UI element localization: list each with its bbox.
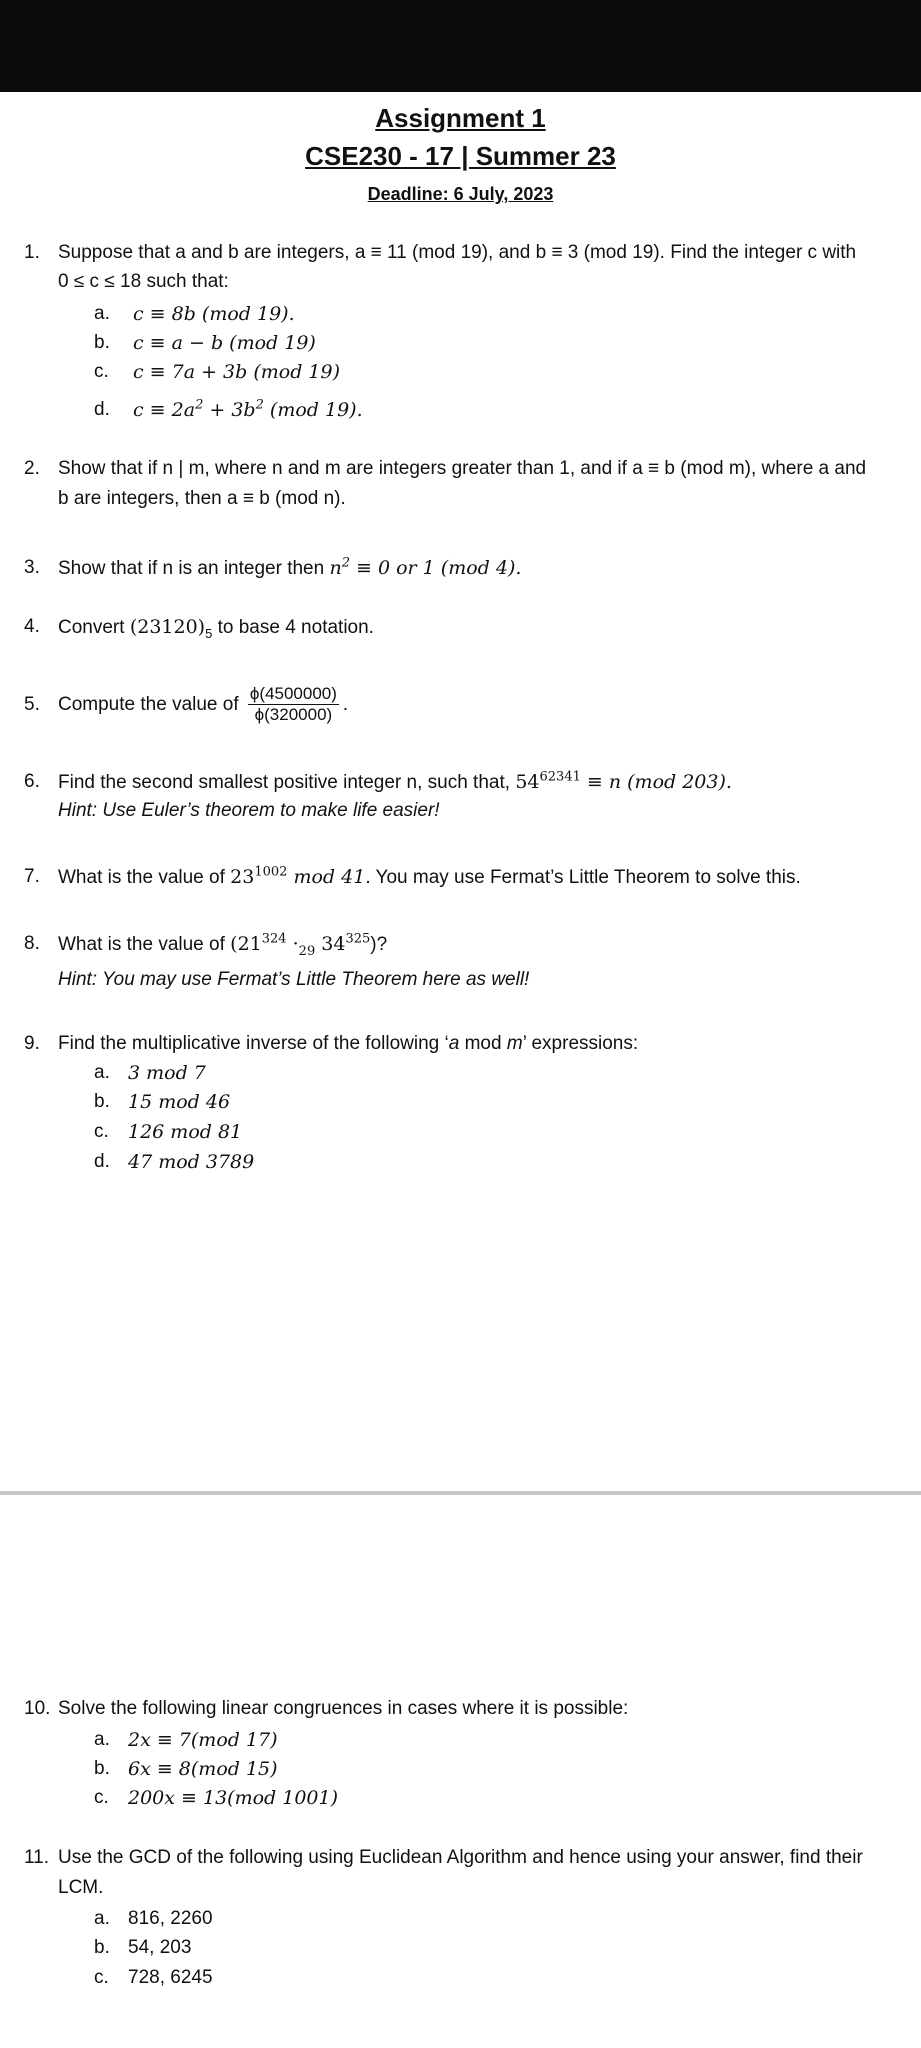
q8-text: What is the value of ($21^{324} \cdot_{29}$ $34^{325}$)?	[58, 931, 388, 959]
q2-number: 2.	[24, 458, 40, 479]
q3-text: Show that if n is an integer then $n^2 \equiv 0$ or 1 (mod 4).	[58, 555, 522, 579]
q2-text-cont: b are integers, then a ≡ b (mod n).	[58, 488, 346, 509]
q9-item-label: d.	[94, 1151, 110, 1172]
q10-text: Solve the following linear congruences in cases where it is possible:	[58, 1698, 629, 1719]
q2-text: Show that if n | m, where n and m are integers greater than 1, and if a ≡ b (mod m), where a and	[58, 458, 867, 479]
q6-hint: Hint: Use Euler’s theorem to make life easier!	[58, 800, 440, 821]
q10-item-label: b.	[94, 1758, 110, 1779]
q7-number: 7.	[24, 866, 40, 887]
q3-number: 3.	[24, 557, 40, 578]
q1-item-expr: $c \equiv 2a^2 + 3b^2$ (mod 19).	[133, 397, 363, 421]
q1-item-label: c.	[94, 361, 109, 382]
q10-item-expr: 200x ≡ 13(mod 1001)	[128, 1787, 338, 1809]
q1-item-label: b.	[94, 332, 110, 353]
q11-item-label: a.	[94, 1908, 110, 1929]
q10-item-label: a.	[94, 1729, 110, 1750]
q9-item-label: b.	[94, 1091, 110, 1112]
course-title: CSE230 - 17 | Summer 23	[305, 141, 616, 171]
q5-text: Compute the value of $\frac{\phi(4500000)}{\phi(320000)}$ .	[58, 684, 349, 725]
assignment-title: Assignment 1	[375, 103, 546, 133]
q9-item-label: a.	[94, 1062, 110, 1083]
q9-item-expr: 47 mod 3789	[128, 1151, 255, 1173]
q9-item-expr: 15 mod 46	[128, 1091, 231, 1113]
q7-text: What is the value of $23^{1002}$ mod 41. You may use Fermat’s Little Theorem to solve this.	[58, 864, 801, 888]
q9-item-expr: 126 mod 81	[128, 1121, 243, 1143]
q11-item-expr: 816, 2260	[128, 1908, 213, 1929]
q11-item-expr: 728, 6245	[128, 1967, 213, 1988]
q1-number: 1.	[24, 242, 40, 263]
q6-number: 6.	[24, 771, 40, 792]
q1-item-expr: c ≡ 7a + 3b (mod 19)	[133, 361, 341, 383]
q11-text: Use the GCD of the following using Euclidean Algorithm and hence using your answer, find their	[58, 1847, 863, 1868]
q1-text-cont: 0 ≤ c ≤ 18 such that:	[58, 271, 229, 292]
q11-item-label: b.	[94, 1937, 110, 1958]
q1-item-label: a.	[94, 303, 110, 324]
q11-item-label: c.	[94, 1967, 109, 1988]
deadline: Deadline: 6 July, 2023	[367, 184, 554, 204]
q9-item-label: c.	[94, 1121, 109, 1142]
q8-number: 8.	[24, 933, 40, 954]
q5-fraction: $\frac{\phi(4500000)}{\phi(320000)}$	[249, 684, 337, 725]
top-black-bar	[0, 0, 921, 92]
q9-number: 9.	[24, 1033, 40, 1054]
q1-item-expr: c ≡ 8b (mod 19).	[133, 303, 295, 325]
q4-text: Convert $(23120)_5$ to base 4 notation.	[58, 616, 374, 641]
q8-hint: Hint: You may use Fermat’s Little Theorem here as well!	[58, 969, 530, 990]
q9-item-expr: 3 mod 7	[128, 1062, 206, 1084]
q10-item-expr: 6x ≡ 8(mod 15)	[128, 1758, 278, 1780]
q1-item-expr: c ≡ a − b (mod 19)	[133, 332, 316, 354]
q10-item-expr: 2x ≡ 7(mod 17)	[128, 1729, 278, 1751]
q10-number: 10.	[24, 1698, 51, 1719]
q1-item-label: d.	[94, 399, 110, 420]
q11-item-expr: 54, 203	[128, 1937, 192, 1958]
page-separator	[0, 1491, 921, 1495]
q4-number: 4.	[24, 616, 40, 637]
q11-text-cont: LCM.	[58, 1877, 104, 1898]
q5-number: 5.	[24, 694, 40, 715]
q11-number: 11.	[24, 1847, 50, 1868]
q6-text: Find the second smallest positive integer n, such that, $54^{62341} \equiv n$ (mod 203).	[58, 769, 732, 793]
q10-item-label: c.	[94, 1787, 109, 1808]
q1-text: Suppose that a and b are integers, a ≡ 11 (mod 19), and b ≡ 3 (mod 19). Find the integer c with	[58, 242, 857, 263]
q9-text: Find the multiplicative inverse of the following ‘a mod m’ expressions:	[58, 1033, 639, 1054]
